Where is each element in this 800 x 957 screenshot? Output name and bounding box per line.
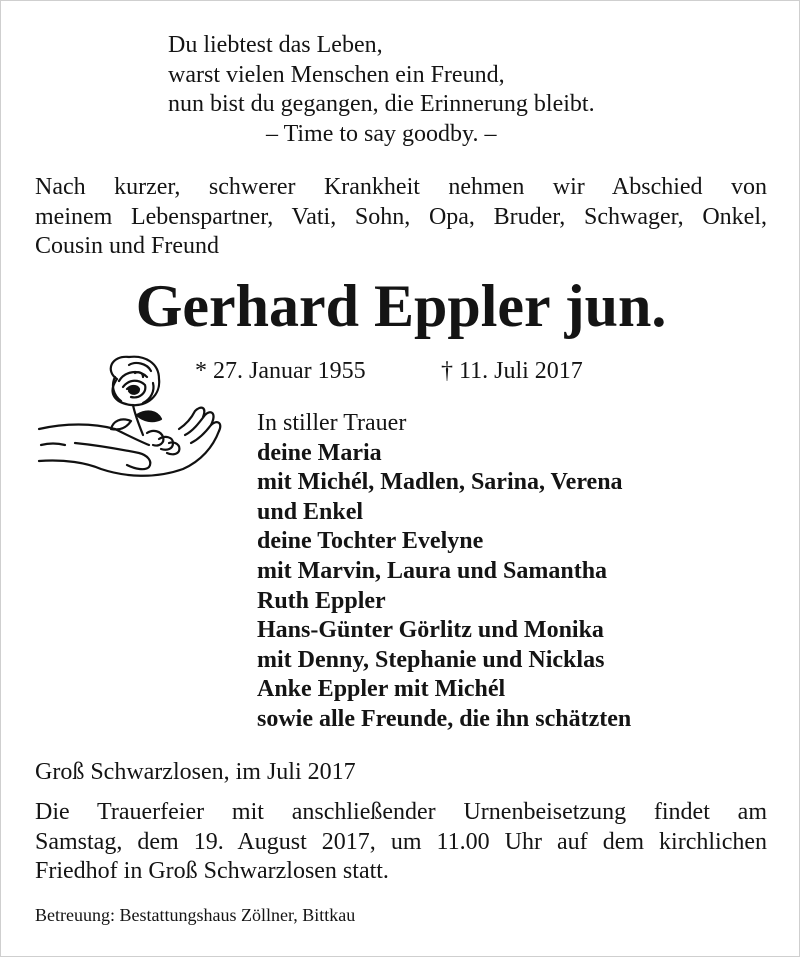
mourner-line: deine Maria <box>257 439 382 466</box>
mourner-line: Hans-Günter Görlitz und Monika <box>257 617 604 644</box>
service-line: Friedhof in Groß Schwarzlosen statt. <box>35 858 389 884</box>
mourner-line: Ruth Eppler <box>257 587 386 614</box>
service-line: Samstag, dem 19. August 2017, um 11.00 Uhr auf dem kirchlichen <box>35 828 767 855</box>
service-line: Die Trauerfeier mit anschließender Urnenbeisetzung findet am <box>35 799 767 825</box>
poem-line: warst vielen Menschen ein Freund, <box>168 61 505 88</box>
funeral-home-credit: Betreuung: Bestattungshaus Zöllner, Bittkau <box>35 905 356 925</box>
mourner-line: Anke Eppler mit Michél <box>257 676 506 703</box>
poem-closing-line: – Time to say goodby. – <box>266 120 497 147</box>
poem-line: Du liebtest das Leben, <box>168 32 383 58</box>
mourners-list <box>257 409 631 735</box>
funeral-service-info <box>35 798 767 887</box>
poem-line: nun bist du gegangen, die Erinnerung bleibt. <box>168 91 595 117</box>
mourner-line: mit Denny, Stephanie und Nicklas <box>257 646 605 673</box>
mourner-line: und Enkel <box>257 498 364 525</box>
birth-date: * 27. Januar 1955 <box>195 358 366 384</box>
intro-line: meinem Lebenspartner, Vati, Sohn, Opa, Bruder, Schwager, Onkel, <box>35 203 767 230</box>
intro-line: Cousin und Freund <box>35 233 220 259</box>
mourner-line: mit Michél, Madlen, Sarina, Verena <box>257 469 623 496</box>
mourners-heading: In stiller Trauer <box>257 410 407 436</box>
intro-line: Nach kurzer, schwerer Krankheit nehmen wir Abschied von <box>35 174 767 200</box>
death-date: † 11. Juli 2017 <box>441 358 583 384</box>
rose-in-hands-icon <box>35 349 235 489</box>
deceased-name: Gerhard Eppler jun. <box>135 273 667 339</box>
mourner-line: deine Tochter Evelyne <box>257 528 484 555</box>
mourner-line: sowie alle Freunde, die ihn schätzten <box>257 705 632 732</box>
mourner-line: mit Marvin, Laura und Samantha <box>257 557 608 584</box>
poem <box>168 31 595 149</box>
place-and-date: Groß Schwarzlosen, im Juli 2017 <box>35 759 356 785</box>
intro-text <box>35 173 767 262</box>
